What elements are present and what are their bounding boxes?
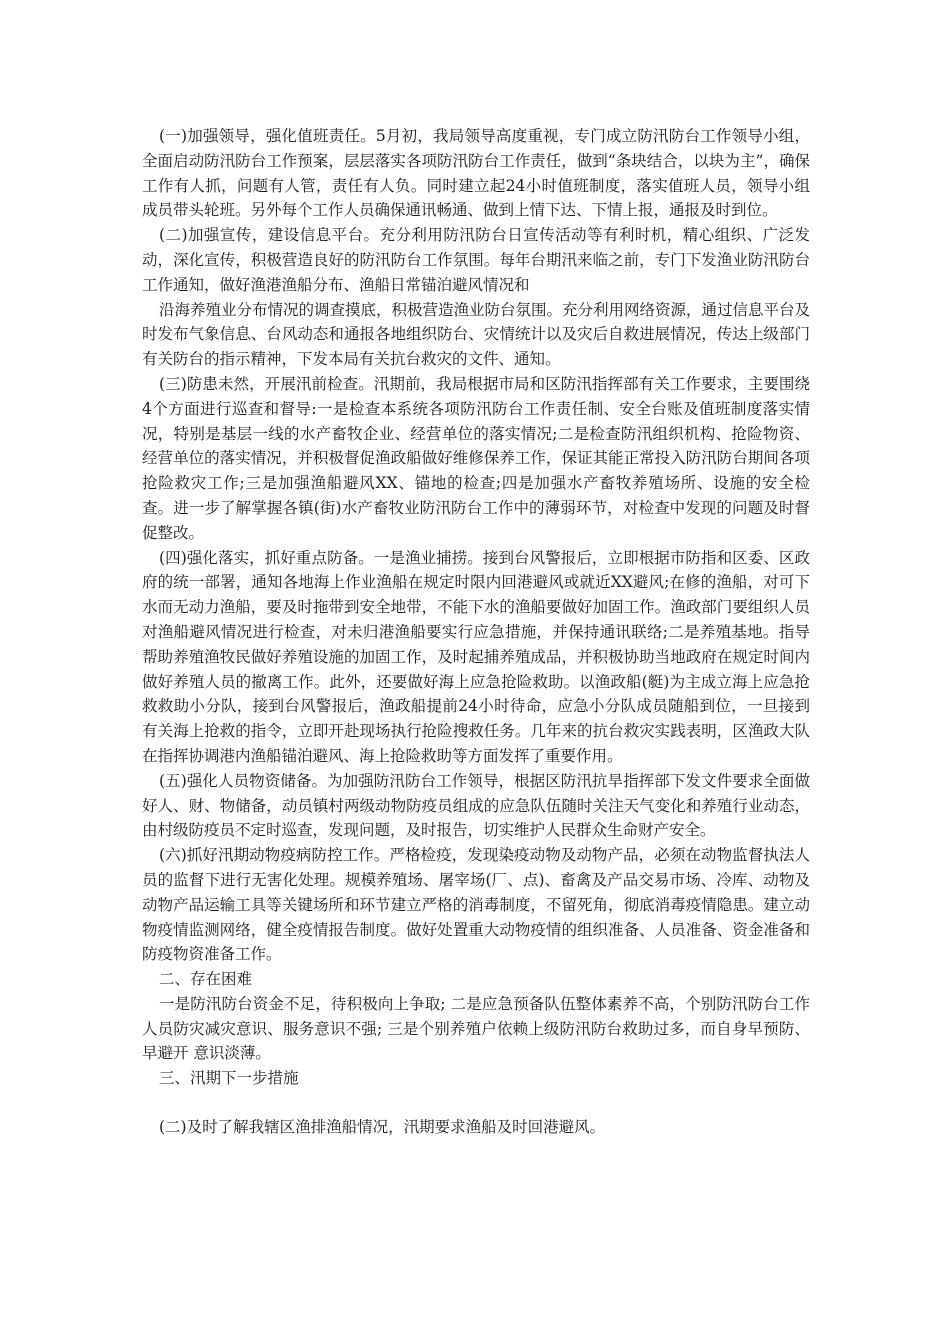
section-heading-difficulties: 二、存在困难 bbox=[159, 970, 253, 989]
paragraph-measure-2: (二)及时了解我辖区渔排渔船情况，汛期要求渔船及时回港避风。 bbox=[159, 1118, 606, 1137]
section-heading-next-steps: 三、汛期下一步措施 bbox=[159, 1069, 299, 1088]
paragraph-reserves: (五)强化人员物资储备。为加强防汛防台工作领导，根据区防汛抗旱指挥部下发文件要求全面做好人、财、物储备，动员镇村两级动物防疫员组成的应急队伍随时关注天气变化和养殖行业动态，由村级防疫员不定时巡查，发现问题，及时报告，切实维护人民群众生命财产安全。 bbox=[142, 771, 810, 840]
paragraph-publicity-continued: 沿海养殖业分布情况的调查摸底，积极营造渔业防台氛围。充分利用网络资源，通过信息平台及时发布气象信息、台风动态和通报各地组织防台、灾情统计以及灾后自救进展情况，传达上级部门有关防台的指示精神，下发本局有关抗台救灾的文件、通知。 bbox=[142, 300, 811, 369]
paragraph-publicity: (二)加强宣传，建设信息平台。充分利用防汛防台日宣传活动等有利时机，精心组织、广泛发动，深化宣传，积极营造良好的防汛防台工作氛围。每年台期汛来临之前，专门下发渔业防汛防台工作通知，做好渔港渔船分布、渔船日常锚泊避风情况和 bbox=[142, 226, 810, 294]
paragraph-difficulties: 一是防汛防台资金不足，待积极向上争取; 二是应急预备队伍整体素养不高，个别防汛防台工作人员防灾减灾意识、服务意识不强; 三是个别养殖户依赖上级防汛防台救助过多，而自身早预防、早避开 意识淡薄。 bbox=[142, 994, 810, 1063]
paragraph-key-prevention: (四)强化落实，抓好重点防备。一是渔业捕捞。接到台风警报后，立即根据市防指和区委、区政府的统一部署，通知各地海上作业渔船在规定时限内回港避风或就近XX避风;在修的渔船，对可下水而无动力渔船，要及时拖带到安全地带，不能下水的渔船要做好加固工作。渔政部门要组织人员对渔船避风情况进行检查，对未归港渔船要实行应急措施，并保持通讯联络;二是养殖基地。指导帮助养殖渔牧民做好养殖设施的加固工作，及时起捕养殖成品，并积极协助当地政府在规定时间内做好养殖人员的撤离工作。此外，还要做好海上应急抢险救助。以渔政船(艇)为主成立海上应急抢救救助小分队，接到台风警报后，渔政船提前24小时待命，应急小分队成员随船到位，一旦接到有关海上抢救的指令，立即开赴现场执行抢险搜救任务。几年来的抗台救灾实践表明，区渔政大队在指挥协调港内渔船锚泊避风、海上抢险救助等方面发挥了重要作用。 bbox=[142, 548, 810, 765]
blank-line bbox=[142, 1091, 810, 1115]
paragraph-leadership: (一)加强领导，强化值班责任。5月初，我局领导高度重视，专门成立防汛防台工作领导小组，全面启动防汛防台工作预案，层层落实各项防汛防台工作责任，做到“条块结合，以块为主”，确保工作有人抓，问题有人管，责任有人负。同时建立起24小时值班制度，落实值班人员，领导小组成员带头轮班。另外每个工作人员确保通讯畅通、做到上情下达、下情上报，通报及时到位。 bbox=[142, 127, 810, 220]
paragraph-epidemic-control: (六)抓好汛期动物疫病防控工作。严格检疫，发现染疫动物及动物产品，必须在动物监督执法人员的监督下进行无害化处理。规模养殖场、屠宰场(厂、点)、畜禽及产品交易市场、冷库、动物及动物产品运输工具等关键场所和环节建立严格的消毒制度，不留死角，彻底消毒疫情隐患。建立动物疫情监测网络，健全疫情报告制度。做好处置重大动物疫情的组织准备、人员准备、资金准备和防疫物资准备工作。 bbox=[142, 846, 810, 964]
paragraph-inspection: (三)防患未然，开展汛前检查。汛期前，我局根据市局和区防汛指挥部有关工作要求，主要围绕4个方面进行巡查和督导:一是检查本系统各项防汛防台工作责任制、安全台账及值班制度落实情况，特别是基层一线的水产畜牧企业、经营单位的落实情况;二是检查防汛组织机构、抢险物资、经营单位的落实情况，并积极督促渔政船做好维修保养工作，保证其能正常投入防汛防台期间各项抢险救灾工作;三是加强渔船避风XX、锚地的检查;四是加强水产畜牧养殖场所、设施的安全检查。进一步了解掌握各镇(街)水产畜牧业防汛防台工作中的薄弱环节，对检查中发现的问题及时督促整改。 bbox=[142, 374, 810, 542]
document-body bbox=[142, 124, 810, 1140]
